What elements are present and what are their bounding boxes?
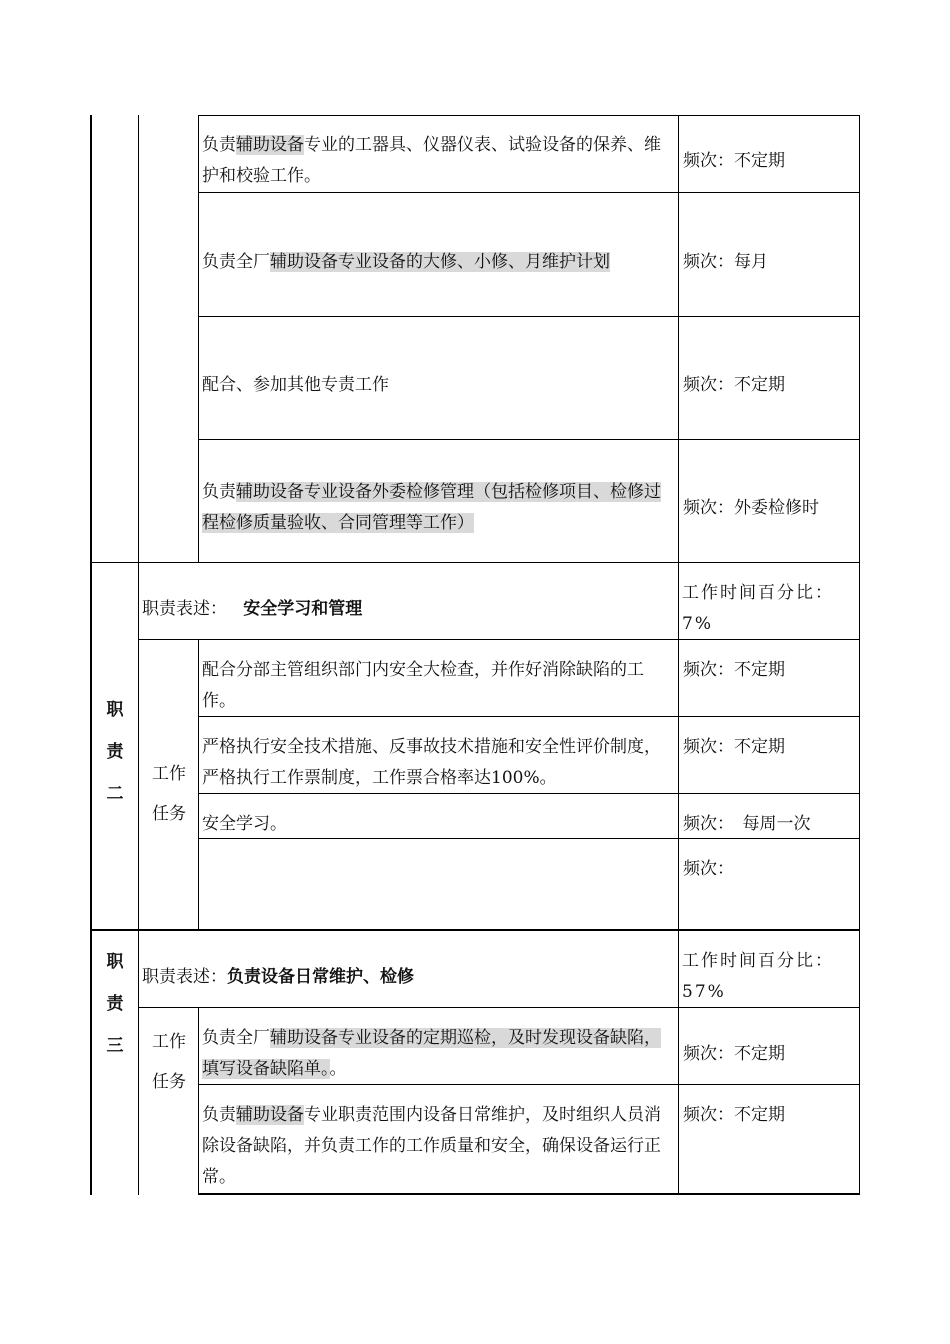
- frequency-cell: 频次：外委检修时: [683, 498, 819, 518]
- duty-label-char: 二: [106, 784, 124, 804]
- frequency-cell: 频次：不定期: [683, 737, 785, 757]
- frequency-cell: 频次：不定期: [683, 1044, 785, 1064]
- table-row-line: [198, 192, 860, 193]
- frequency-cell: 频次：不定期: [683, 1105, 785, 1125]
- duty-description: [142, 962, 676, 993]
- duty-label-char: 责: [106, 742, 124, 762]
- task-cell: [202, 130, 676, 192]
- duty-label-char: 职: [106, 700, 124, 720]
- duty-label: [97, 941, 133, 1067]
- task-text-highlight: 辅助设备专业设备的大修、小修、月维护计划: [270, 252, 610, 272]
- task-text: 负责: [202, 135, 236, 155]
- table-col-line: [138, 115, 139, 1195]
- task-text: 负责全厂: [202, 1028, 270, 1048]
- work-time-percentage: 工作时间百分比：7%: [682, 583, 834, 634]
- task-cell: [202, 477, 676, 539]
- table-row-line: [198, 439, 860, 440]
- duty-description-text: 负责设备日常维护、检修: [227, 967, 414, 987]
- table-border-left: [90, 115, 92, 1195]
- duty-description: [142, 594, 676, 625]
- task-text-highlight: 辅助设备: [236, 1105, 304, 1125]
- task-text: 专业的工器具、仪器仪表、试验设备的保养、维护和校验工作。: [202, 135, 661, 186]
- task-label: [144, 1022, 194, 1102]
- task-cell: 配合、参加其他专责工作: [202, 375, 389, 395]
- task-text: 专业职责范围内设备日常维护，及时组织人员消除设备缺陷，并负责工作的工作质量和安全，确保设备运行正常。: [202, 1105, 661, 1187]
- duty-label: [97, 689, 133, 815]
- duty-label-char: 三: [106, 1036, 124, 1056]
- duty-description-label: 职责表述：: [142, 967, 227, 987]
- task-label-text: 工作: [152, 1032, 186, 1052]
- table-border-right: [859, 115, 860, 1195]
- task-text: 。: [329, 1059, 347, 1079]
- task-text: 负责: [202, 1105, 236, 1125]
- table-col-line: [198, 115, 199, 563]
- task-label-text: 任务: [152, 804, 186, 824]
- task-label-text: 任务: [152, 1072, 186, 1092]
- task-cell: [202, 247, 676, 278]
- task-cell: [202, 1023, 676, 1085]
- table-row-line: [90, 562, 860, 563]
- table-row-line: [198, 316, 860, 317]
- duty-description-label: 职责表述：: [142, 599, 227, 619]
- duty-label-char: 责: [106, 994, 124, 1014]
- duty-label-char: 职: [106, 952, 124, 972]
- task-text-highlight: 辅助设备专业设备外委检修管理（包括检修项目、检修过程检修质量验收、合同管理等工作）: [202, 482, 661, 533]
- task-cell: 配合分部主管组织部门内安全大检查，并作好消除缺陷的工作。: [202, 660, 644, 711]
- table-col-line: [678, 115, 679, 1195]
- table-col-line: [198, 1007, 199, 1195]
- frequency-cell: 频次：不定期: [683, 660, 785, 680]
- frequency-cell: 频次：: [683, 859, 734, 879]
- table-row-line: [90, 929, 860, 931]
- task-cell: 安全学习。: [202, 814, 287, 834]
- work-time-percentage: 工作时间百分比：57%: [682, 951, 834, 1002]
- task-label-text: 工作: [152, 764, 186, 784]
- table-col-line: [198, 640, 199, 930]
- task-text: 负责全厂: [202, 252, 270, 272]
- frequency-cell: 频次：每月: [683, 252, 768, 272]
- table-row-line: [198, 1193, 860, 1195]
- frequency-cell: 频次： 每周一次: [683, 814, 811, 834]
- task-text: 负责: [202, 482, 236, 502]
- task-label: [144, 754, 194, 834]
- task-cell: [202, 1100, 676, 1193]
- table-row-line: [198, 115, 860, 116]
- task-cell: 严格执行安全技术措施、反事故技术措施和安全性评价制度，严格执行工作票制度，工作票合格率达100%。: [202, 737, 661, 788]
- frequency-cell: 频次：不定期: [683, 375, 785, 395]
- duty-description-text: 安全学习和管理: [243, 599, 363, 619]
- task-text-highlight: 辅助设备: [236, 135, 304, 155]
- task-text-highlight: 辅助设备专业设备的定期巡检，及时发现设备缺陷，填写设备缺陷单。: [202, 1028, 661, 1079]
- frequency-cell: 频次：不定期: [683, 151, 785, 171]
